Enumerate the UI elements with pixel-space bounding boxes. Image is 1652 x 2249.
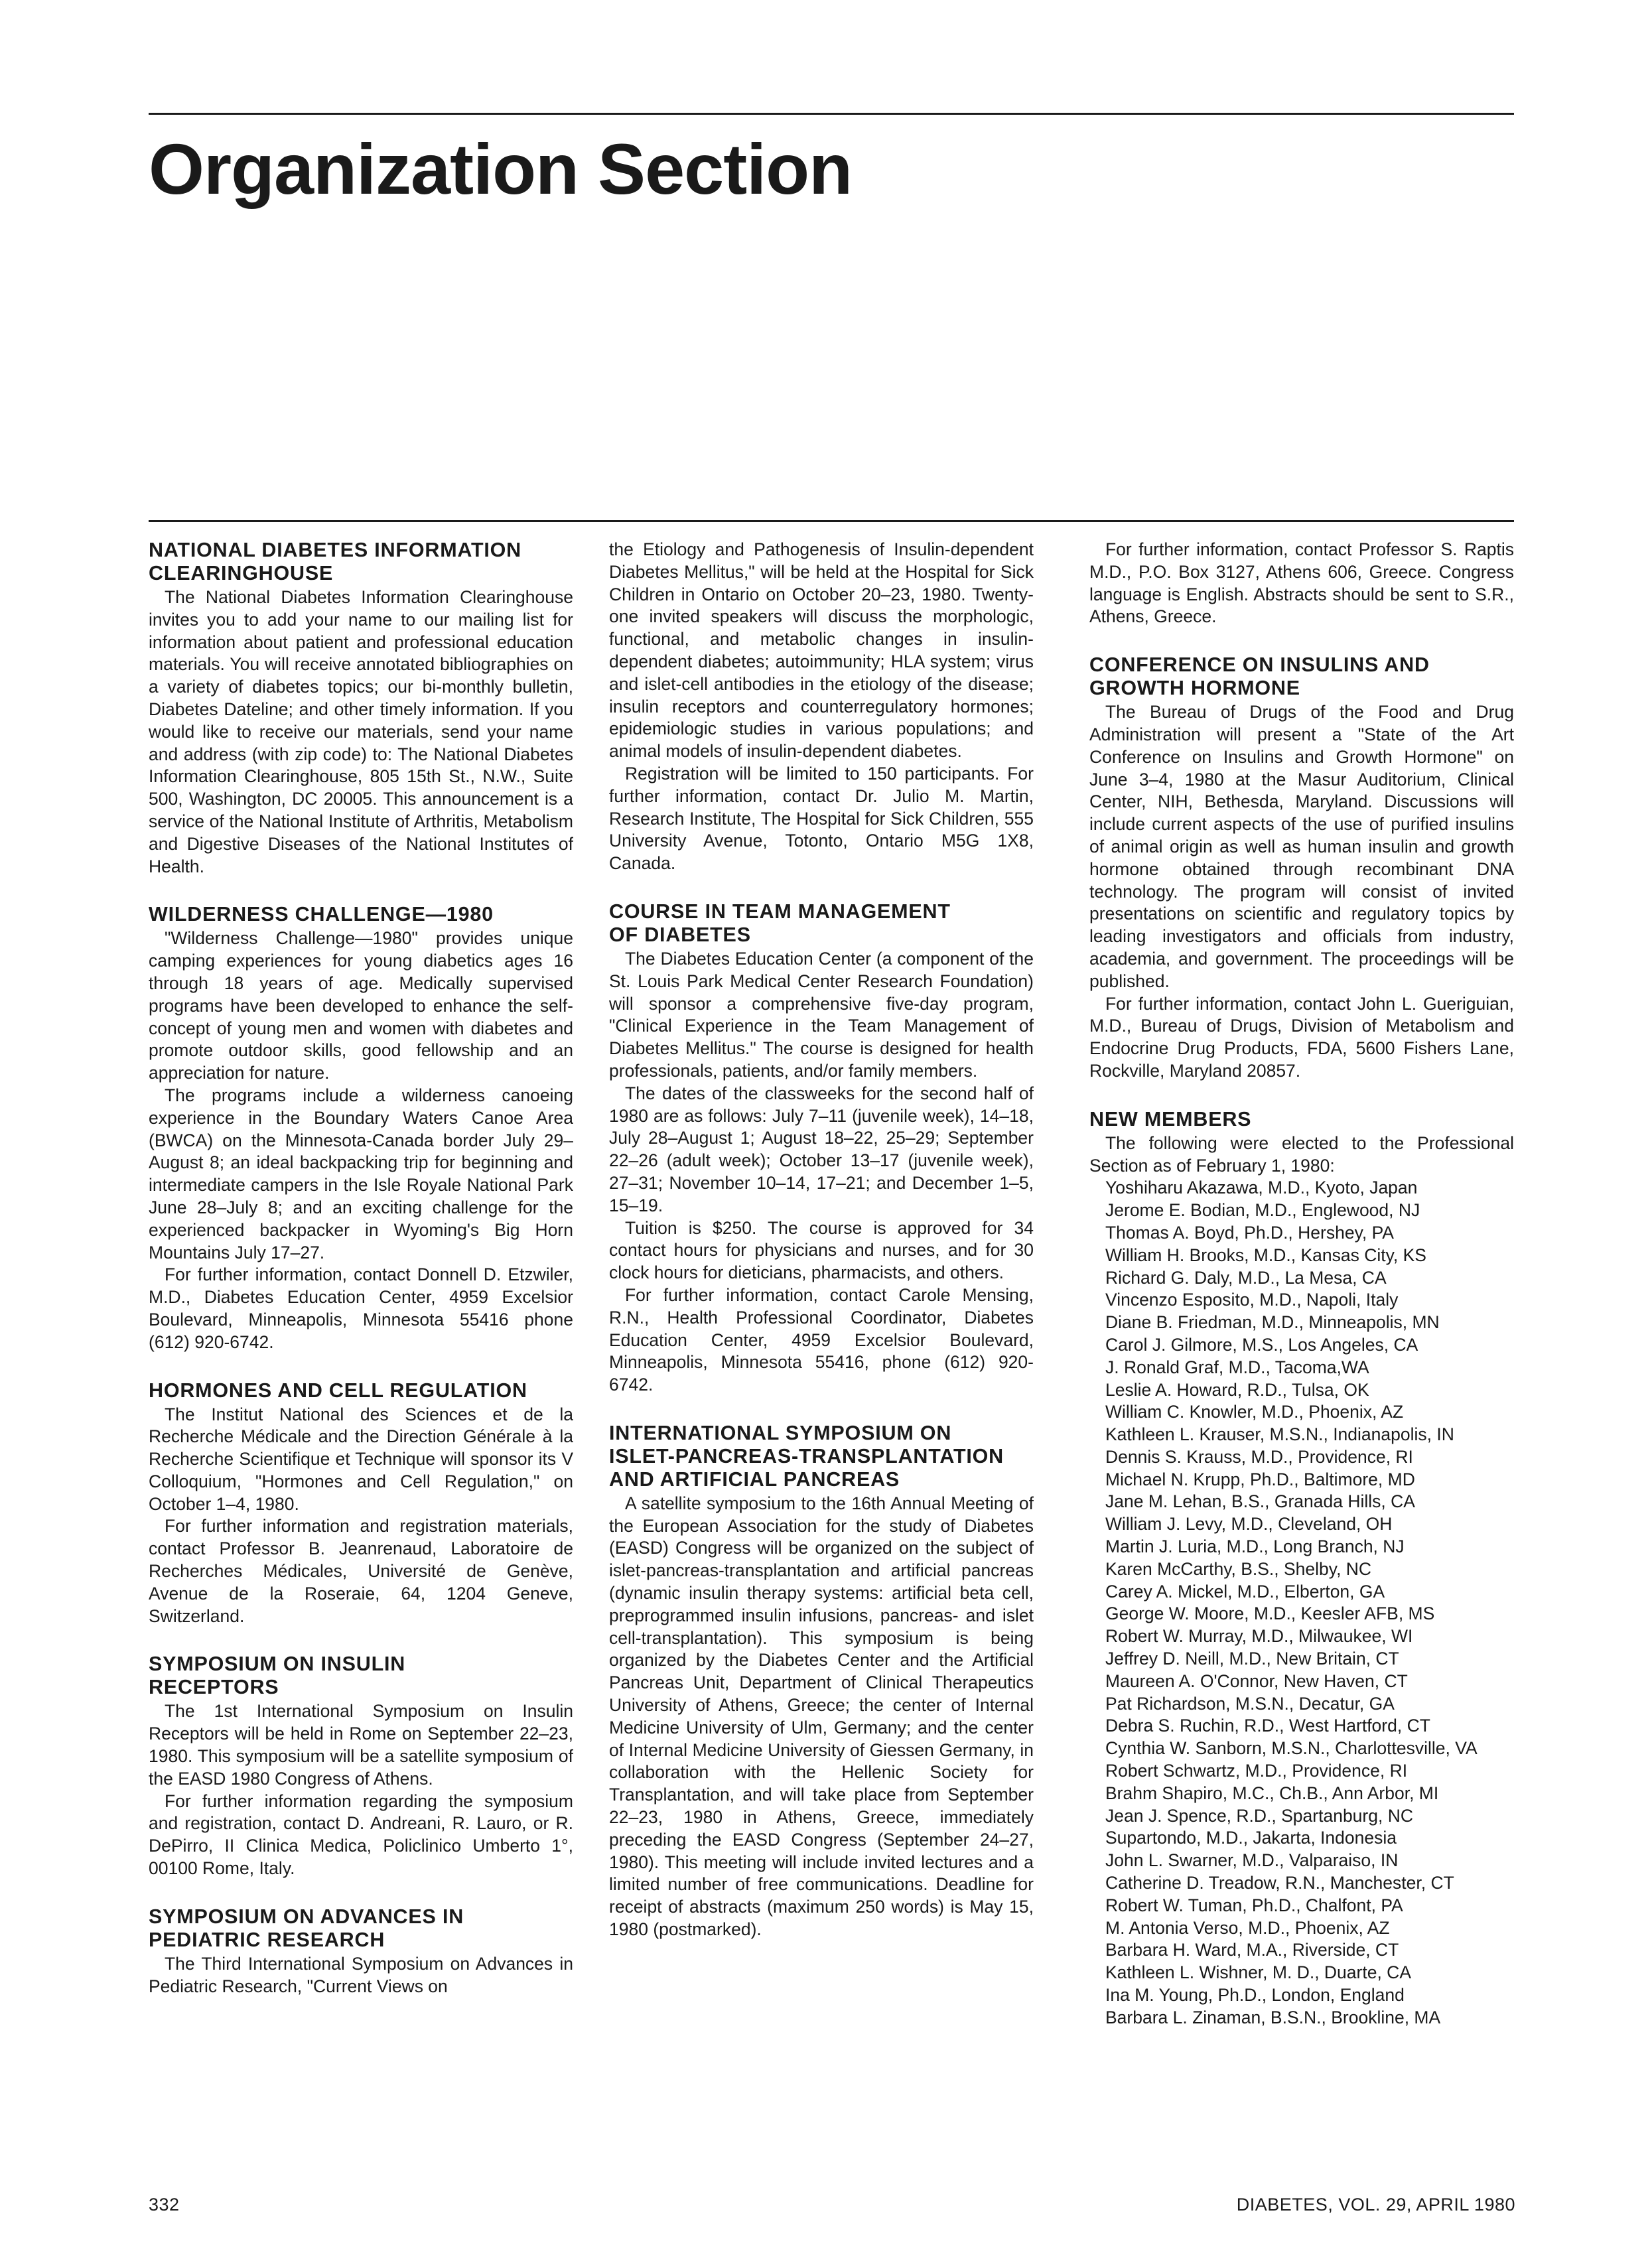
section-new-members [1089, 1108, 1514, 2029]
section-symposium-on-advances-in-pediatric-research [149, 1905, 573, 1998]
paragraph: Registration will be limited to 150 participants. For further information, contact Dr. Julio M. Martin, Research Institute, The Hospital for Sick Children, 555 University Avenue, Totonto, Ontario M5G 1X8, Canada. [609, 763, 1034, 874]
section-hormones-and-cell-regulation [149, 1379, 573, 1628]
section-heading: CONFERENCE ON INSULINS AND GROWTH HORMONE [1089, 653, 1430, 700]
member-list-item: Kathleen L. Krauser, M.S.N., Indianapolis, IN [1105, 1424, 1454, 1445]
member-list-item: Robert W. Murray, M.D., Milwaukee, WI [1105, 1626, 1413, 1647]
member-list-item: Ina M. Young, Ph.D., London, England [1105, 1985, 1405, 2006]
member-list-item: Debra S. Ruchin, R.D., West Hartford, CT [1105, 1716, 1430, 1736]
member-list-item: William J. Levy, M.D., Cleveland, OH [1105, 1514, 1393, 1534]
section-heading: NATIONAL DIABETES INFORMATION CLEARINGHOUSE [149, 539, 522, 584]
paragraph: The programs include a wilderness canoeing experience in the Boundary Waters Canoe Area (BWCA) on the Minnesota-Canada border July 29–August 8; an ideal backpacking trip for beginning and intermediate campers in the Isle Royale National Park June 28–July 8; and an exciting challenge for the experienced backpacker in Wyoming's Big Horn Mountains July 17–27. [149, 1085, 573, 1262]
paragraph: The Diabetes Education Center (a component of the St. Louis Park Medical Center Research Foundation) will sponsor a comprehensive five-day program, "Clinical Experience in the Team Management of Diabetes Mellitus." The course is designed for health professionals, patients, and/or family members. [609, 948, 1034, 1081]
paragraph: The following were elected to the Professional Section as of February 1, 1980: [1089, 1132, 1514, 1176]
member-list-item: Leslie A. Howard, R.D., Tulsa, OK [1105, 1379, 1369, 1400]
paragraph: For further information, contact John L. Gueriguian, M.D., Bureau of Drugs, Division of Metabolism and Endocrine Drug Products, FDA, 5600 Fishers Lane, Rockville, Maryland 20857. [1089, 993, 1514, 1081]
section-conference-on-insulins-and-growth-hormone [1089, 653, 1514, 1083]
member-list-item: Jane M. Lehan, B.S., Granada Hills, CA [1105, 1491, 1415, 1512]
paragraph: The 1st International Symposium on Insulin Receptors will be held in Rome on September 22–23, 1980. This symposium will be a satellite symposium of the EASD 1980 Congress of Athens. [149, 1701, 573, 1789]
page-number: 332 [149, 2195, 180, 2215]
running-footer: DIABETES, VOL. 29, APRIL 1980 [1236, 2195, 1515, 2215]
paragraph: A satellite symposium to the 16th Annual Meeting of the European Association for the study of Diabetes (EASD) Congress will be organized on the subject of islet-pancreas-transplantation and artificial pancreas (dynamic insulin therapy systems: artificial beta cell, preprogrammed insulin infusions, pancreas- and islet cell-transplantation). This symposium is being organized by the Diabetes Center and the Artificial Pancreas Unit, Department of Clinical Therapeutics University of Athens, Greece; the center of Internal Medicine University of Ulm, Germany; and the center of Internal Medicine University of Giessen Germany, in collaboration with the Hellenic Society for Transplantation, and will take place from September 22–23, 1980 in Athens, Greece, immediately preceding the EASD Congress (September 24–27, 1980). This meeting will include invited lectures and a limited number of free communications. Deadline for receipt of abstracts (maximum 250 words) is May 15, 1980 (postmarked). [609, 1493, 1034, 1940]
section-heading: WILDERNESS CHALLENGE—1980 [149, 903, 494, 926]
paragraph: The Third International Symposium on Advances in Pediatric Research, "Current Views on [149, 1953, 573, 1996]
paragraph: For further information, contact Donnell D. Etzwiler, M.D., Diabetes Education Center, 4959 Excelsior Boulevard, Minneapolis, Minnesota 55416 phone (612) 920-6742. [149, 1264, 573, 1352]
member-list-item: George W. Moore, M.D., Keesler AFB, MS [1105, 1603, 1435, 1624]
section-wilderness-challenge [149, 903, 573, 1353]
paragraph: The Bureau of Drugs of the Food and Drug Administration will present a "State of the Art Conference on Insulins and Growth Hormone" on June 3–4, 1980 at the Masur Auditorium, Clinical Center, NIH, Bethesda, Maryland. Discussions will include current aspects of the use of purified insulins of animal origin as well as human insulin and growth hormone obtained through recombinant DNA technology. The program will consist of invited presentations on scientific and regulatory topics by leading investigators and officials from industry, academia, and government. The proceedings will be published. [1089, 702, 1514, 991]
member-list-item: Michael N. Krupp, Ph.D., Baltimore, MD [1105, 1469, 1415, 1489]
member-list-item: Jean J. Spence, R.D., Spartanburg, NC [1105, 1805, 1413, 1826]
member-list-item: Jeffrey D. Neill, M.D., New Britain, CT [1105, 1649, 1399, 1669]
column-1 [149, 539, 573, 2023]
member-list-item: Barbara L. Zinaman, B.S.N., Brookline, MA [1105, 2007, 1441, 2027]
member-list-item: Pat Richardson, M.S.N., Decatur, GA [1105, 1693, 1395, 1714]
member-list-item: Dennis S. Krauss, M.D., Providence, RI [1105, 1446, 1413, 1467]
section-heading: SYMPOSIUM ON ADVANCES IN PEDIATRIC RESEARCH [149, 1905, 464, 1951]
paragraph: For further information and registration materials, contact Professor B. Jeanrenaud, Laboratoire de Recherches Médicales, Université de Genève, Avenue de la Roseraie, 64, 1204 Geneve, Switzerland. [149, 1516, 573, 1626]
paragraph: For further information, contact Carole Mensing, R.N., Health Professional Coordinator, Diabetes Education Center, 4959 Excelsior Boulevard, Minneapolis, Minnesota 55416, phone (612) 920-6742. [609, 1284, 1034, 1395]
section-heading: NEW MEMBERS [1089, 1107, 1252, 1130]
paragraph: For further information regarding the symposium and registration, contact D. Andreani, R. Lauro, or R. DePirro, II Clinica Medica, Policlinico Umberto 1°, 00100 Rome, Italy. [149, 1791, 573, 1879]
member-list-item: Supartondo, M.D., Jakarta, Indonesia [1105, 1828, 1397, 1848]
member-list-item: Cynthia W. Sanborn, M.S.N., Charlottesville, VA [1105, 1738, 1478, 1759]
member-list-item: Diane B. Friedman, M.D., Minneapolis, MN [1105, 1312, 1440, 1333]
section-international-symposium-islet-pancreas [609, 1422, 1034, 1941]
member-list-item: M. Antonia Verso, M.D., Phoenix, AZ [1105, 1917, 1390, 1938]
paragraph: The Institut National des Sciences et de la Recherche Médicale and the Direction Générale à la Recherche Scientifique et Technique will sponsor its V Colloquium, "Hormones and Cell Regulation," on October 1–4, 1980. [149, 1404, 573, 1514]
member-list-item: Maureen A. O'Connor, New Haven, CT [1105, 1670, 1408, 1691]
paragraph: Tuition is $250. The course is approved for 34 contact hours for physicians and nurses, and for 30 clock hours for dieticians, pharmacists, and others. [609, 1217, 1034, 1283]
member-list-item: Martin J. Luria, M.D., Long Branch, NJ [1105, 1536, 1405, 1557]
section-islet-symposium-continued [1089, 539, 1514, 628]
member-list-item: William H. Brooks, M.D., Kansas City, KS [1105, 1245, 1426, 1265]
column-3 [1089, 539, 1514, 2055]
section-course-in-team-management-of-diabetes [609, 900, 1034, 1397]
paragraph: "Wilderness Challenge—1980" provides unique camping experiences for young diabetics ages 16 through 18 years of age. Medically supervised programs have been developed to enhance the self-concept of young men and women with diabetes and promote outdoor skills, good fellowship and an appreciation for nature. [149, 928, 573, 1083]
member-list-item: Carey A. Mickel, M.D., Elberton, GA [1105, 1581, 1385, 1602]
member-list-item: Carol J. Gilmore, M.S., Los Angeles, CA [1105, 1334, 1418, 1355]
member-list-item: Yoshiharu Akazawa, M.D., Kyoto, Japan [1105, 1178, 1418, 1198]
member-list-item: John L. Swarner, M.D., Valparaiso, IN [1105, 1850, 1399, 1871]
page-title: Organization Section [149, 129, 853, 209]
member-list-item: Barbara H. Ward, M.A., Riverside, CT [1105, 1940, 1399, 1960]
section-heading: COURSE IN TEAM MANAGEMENT OF DIABETES [609, 900, 951, 946]
section-symposium-on-insulin-receptors [149, 1653, 573, 1879]
member-list-item: J. Ronald Graf, M.D., Tacoma,WA [1105, 1357, 1369, 1377]
member-list-item: William C. Knowler, M.D., Phoenix, AZ [1105, 1402, 1404, 1422]
paragraph: The dates of the classweeks for the second half of 1980 are as follows: July 7–11 (juvenile week), 14–18, July 28–August 1; August 18–22, 25–29; September 22–26 (adult week); October 13–17 (juvenile week), 27–31; November 10–14, 17–21; and December 1–5, 15–19. [609, 1083, 1034, 1215]
column-2 [609, 539, 1034, 1966]
member-list-item: Brahm Shapiro, M.C., Ch.B., Ann Arbor, MI [1105, 1783, 1439, 1803]
member-list-item: Thomas A. Boyd, Ph.D., Hershey, PA [1105, 1222, 1394, 1243]
section-heading: HORMONES AND CELL REGULATION [149, 1379, 527, 1402]
top-rule [149, 113, 1514, 115]
section-heading: SYMPOSIUM ON INSULIN RECEPTORS [149, 1653, 406, 1699]
member-list-item: Richard G. Daly, M.D., La Mesa, CA [1105, 1267, 1387, 1288]
paragraph: The National Diabetes Information Clearinghouse invites you to add your name to our mailing list for information about patient and professional education materials. You will receive annotated bibliographies on a variety of diabetes topics; our bi-monthly bulletin, Diabetes Dateline; and other timely information. If you would like to receive our materials, send your name and address (with zip code) to: The National Diabetes Information Clearinghouse, 805 15th St., N.W., Suite 500, Washington, DC 20005. This announcement is a service of the National Institute of Arthritis, Metabolism and Digestive Diseases of the National Institutes of Health. [149, 587, 573, 876]
member-list-item: Jerome E. Bodian, M.D., Englewood, NJ [1105, 1200, 1420, 1221]
section-heading: INTERNATIONAL SYMPOSIUM ON ISLET-PANCREAS-TRANSPLANTATION AND ARTIFICIAL PANCREAS [609, 1421, 1004, 1491]
paragraph: the Etiology and Pathogenesis of Insulin-dependent Diabetes Mellitus," will be held at the Hospital for Sick Children in Ontario on October 20–23, 1980. Twenty-one invited speakers will discuss the morphologic, functional, and metabolic changes in insulin-dependent diabetes; autoimmunity; HLA system; virus and islet-cell antibodies in the etiology of the disease; insulin receptors and counterregulatory hormones; epidemiologic studies in various populations; and animal models of insulin-dependent diabetes. [609, 539, 1034, 762]
member-list-item: Vincenzo Esposito, M.D., Napoli, Italy [1105, 1290, 1399, 1310]
section-pediatric-research-continued [609, 539, 1034, 875]
member-list-item: Karen McCarthy, B.S., Shelby, NC [1105, 1558, 1372, 1579]
paragraph: For further information, contact Professor S. Raptis M.D., P.O. Box 3127, Athens 606, Greece. Congress language is English. Abstracts should be sent to S.R., Athens, Greece. [1089, 539, 1514, 627]
member-list-item: Catherine D. Treadow, R.N., Manchester, CT [1105, 1873, 1454, 1893]
member-list-item: Robert W. Tuman, Ph.D., Chalfont, PA [1105, 1895, 1403, 1915]
section-national-diabetes-information-clearinghouse [149, 539, 573, 878]
member-list-item: Robert Schwartz, M.D., Providence, RI [1105, 1761, 1408, 1781]
member-list-item: Kathleen L. Wishner, M. D., Duarte, CA [1105, 1962, 1411, 1983]
section-rule [149, 520, 1514, 522]
member-list [1089, 1177, 1514, 2029]
